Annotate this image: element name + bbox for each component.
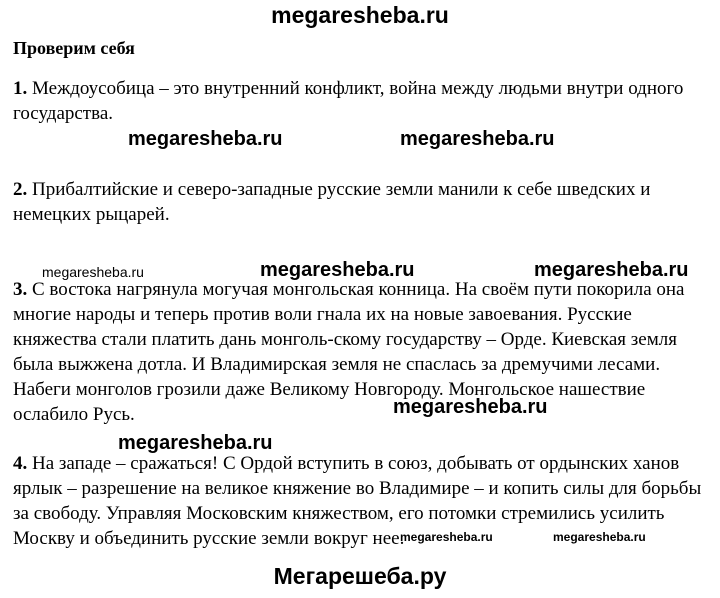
answer-2-text: Прибалтийские и северо-западные русские земли манили к себе шведских и немецких рыцарей. (13, 179, 651, 225)
watermark-row2-right: megaresheba.ru (534, 259, 689, 281)
answer-1-text: Междоусобица – это внутренний конфликт, война между людьми внутри одного государства. (13, 78, 684, 124)
answer-4-text: На западе – сражаться! С Ордой вступить в союз, добывать от ордынских ханов ярлык – разрешение на великое княжение во Владимире – и копить силы для борьбы за свободу. Управляя Московским княжеством, его потомки стремились усилить Москву и объединить русские земли вокруг нее. (13, 453, 702, 549)
answer-2 (13, 177, 713, 227)
section-heading: Проверим себя (13, 38, 135, 58)
answer-4-number: 4. (13, 453, 28, 474)
answer-1 (13, 76, 713, 126)
watermark-row2-center: megaresheba.ru (260, 259, 415, 281)
watermark-bottom-small-2: megaresheba.ru (553, 530, 646, 544)
watermark-bottom-small-1: megaresheba.ru (400, 530, 493, 544)
answer-3 (13, 277, 713, 427)
watermark-top: megaresheba.ru (271, 2, 449, 28)
answer-3-number: 3. (13, 279, 28, 300)
watermark-row3-center: megaresheba.ru (393, 396, 548, 418)
watermark-row2-small: megaresheba.ru (42, 264, 144, 280)
watermark-row1-right: megaresheba.ru (400, 128, 555, 150)
answer-3-text: С востока нагрянула могучая монгольская конница. На своём пути покорила она многие народы и теперь против воли гнала их на новые завоевания. Русские княжества стали платить дань монголь-скому государству – Орде. Киевская земля была выжжена дотла. И Владимирская земля не спаслась за дремучими лесами. Набеги монголов грозили даже Великому Новгороду. Монгольское нашествие ослабило Русь. (13, 279, 685, 425)
watermark-row4-left: megaresheba.ru (118, 432, 273, 454)
answer-1-number: 1. (13, 78, 28, 99)
watermark-row1-left: megaresheba.ru (128, 128, 283, 150)
answer-2-number: 2. (13, 179, 28, 200)
footer-site-name: Мегарешеба.ру (273, 563, 447, 589)
